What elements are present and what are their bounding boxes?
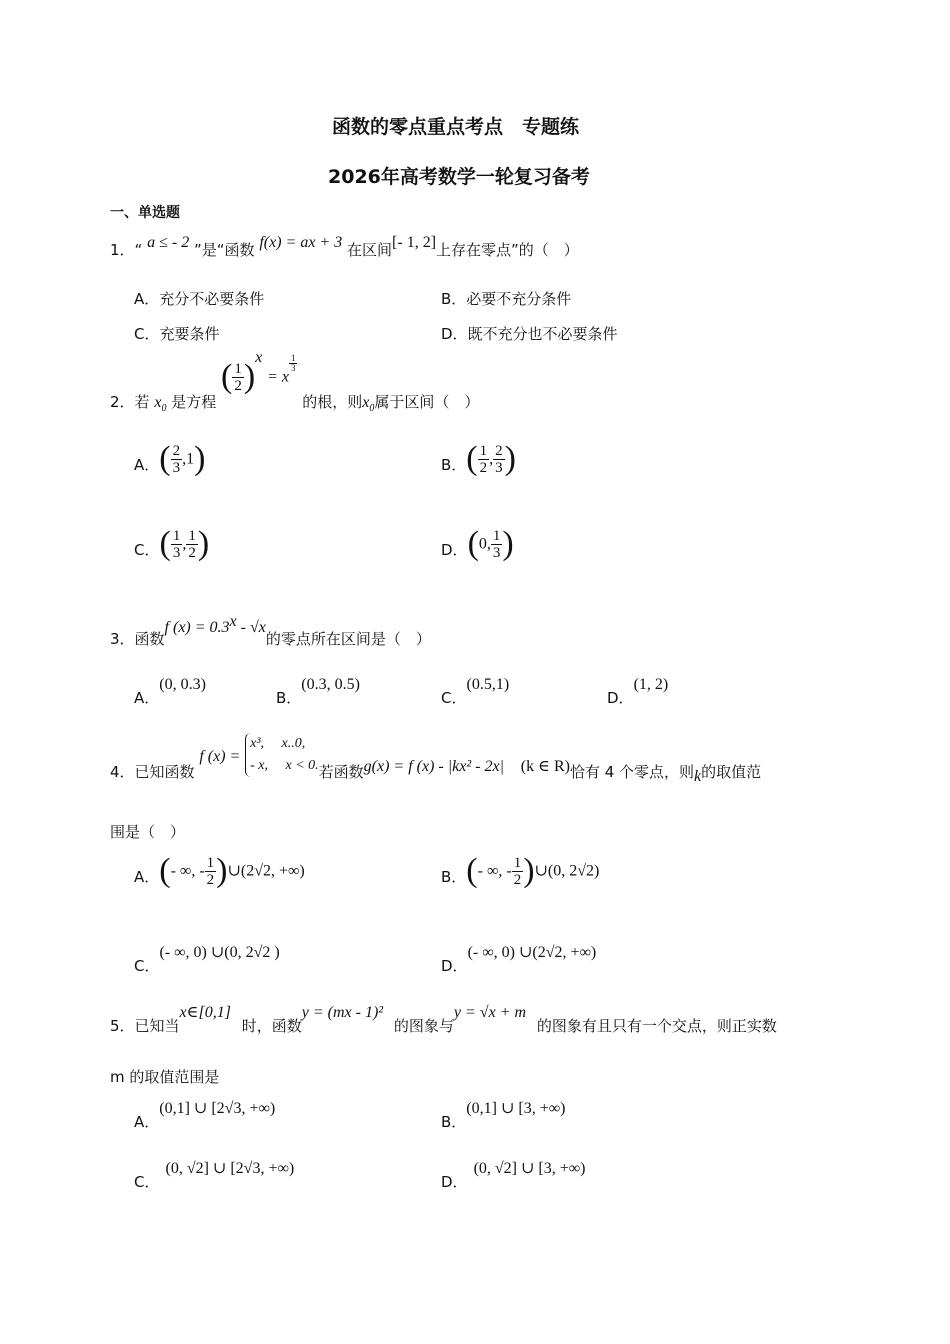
q5-option-c[interactable]: C．(0, √2] ∪ [2√3, +∞): [134, 1160, 295, 1191]
q3-option-c[interactable]: C．(0.5,1): [441, 676, 510, 707]
q2-half: $\frac{1}{2}$: [234, 360, 242, 394]
q4-piecewise: x³, x..0, - x, x < 0.: [245, 733, 319, 777]
q4-option-b[interactable]: B．(- ∞, - $\frac{1}{2}$ )∪(0, 2√2): [441, 852, 600, 889]
q2-mid: 是方程: [171, 392, 217, 411]
q1-stem: [110, 234, 579, 260]
q5-f1: y = (mx - 1)²: [301, 1004, 384, 1021]
q4-g: g(x) = f (x) - |kx² - 2x|: [363, 758, 504, 775]
q4-option-d[interactable]: D．(- ∞, 0) ∪(2√2, +∞): [441, 944, 597, 975]
q3-minus-sqrt: - √x: [236, 619, 266, 636]
q3-num: 3．函数: [110, 630, 165, 648]
q5-mid1: 时，函数: [241, 1017, 302, 1035]
q4-tail: 恰有 4 个零点，则: [569, 763, 695, 781]
q3-option-b[interactable]: B．(0.3, 0.5): [276, 676, 360, 707]
q2-num: 2．若: [110, 392, 150, 411]
q4-option-c[interactable]: C．(- ∞, 0) ∪(0, 2√2 ): [134, 944, 280, 975]
q5-cond: x∈[0,1]: [179, 1004, 231, 1021]
q2-exp-third: $\frac{1}{3}$: [290, 352, 296, 373]
page-title: 函数的零点重点考点 专题练: [332, 116, 580, 138]
q4-k: k: [694, 768, 702, 785]
q1-interval: [- 1, 2]: [392, 234, 437, 251]
q1-end: 上存在零点”的（ ）: [436, 241, 579, 259]
q3-stem: [110, 613, 431, 648]
q4-option-a[interactable]: A．(- ∞, - $\frac{1}{2}$ )∪(2√2, +∞): [134, 852, 305, 889]
q4-f: f (x) =: [199, 748, 241, 765]
q1-mid: ”是“函数: [194, 241, 255, 259]
q4-mid: 若函数: [318, 763, 364, 781]
q3-tail: 的零点所在区间是（ ）: [265, 630, 431, 648]
q4-k-domain: (k ∈ R): [520, 758, 570, 775]
q5-option-a[interactable]: A．(0,1] ∪ [2√3, +∞): [134, 1100, 276, 1131]
q3-func: f (x) = 0.3: [164, 619, 230, 636]
q3-option-a[interactable]: A．(0, 0.3): [134, 676, 206, 707]
q5-f2: y = √x + m: [453, 1004, 527, 1021]
q5-mid2: 的图象与: [393, 1017, 454, 1035]
q4-num: 4．已知函数: [110, 763, 195, 781]
q1-option-a[interactable]: A．充分不必要条件: [134, 290, 265, 308]
q3-option-d[interactable]: D．(1, 2): [607, 676, 669, 707]
q5-num: 5．已知当: [110, 1017, 180, 1035]
q1-option-b[interactable]: B．必要不充分条件: [441, 290, 572, 308]
page-subtitle: 2026年高考数学一轮复习备考: [328, 166, 590, 188]
q1-option-d[interactable]: D．既不充分也不必要条件: [441, 325, 618, 343]
q2-x0: $x_0$: [154, 393, 167, 414]
q5-tail: 的图象有且只有一个交点，则正实数: [536, 1017, 777, 1035]
q1-open-quote: “: [134, 241, 143, 259]
q5-option-b[interactable]: B．(0,1] ∪ [3, +∞): [441, 1100, 566, 1131]
q1-function: f(x) = ax + 3: [259, 234, 343, 251]
section-heading: 一、单选题: [110, 205, 180, 221]
q2-x0b: $x_0$: [362, 393, 375, 414]
q2-rparen: ): [243, 358, 256, 395]
q2-stem: [110, 348, 480, 414]
q5-option-d[interactable]: D．(0, √2] ∪ [3, +∞): [441, 1160, 586, 1191]
q2-option-c[interactable]: C．( $\frac{1}{3}$ , $\frac{1}{2}$ ): [134, 525, 210, 562]
q2-tail2: 属于区间（ ）: [374, 392, 480, 411]
q1-option-c[interactable]: C．充要条件: [134, 325, 220, 343]
q1-num: 1．: [110, 241, 135, 259]
q4-tail2: 的取值范: [701, 763, 762, 781]
q1-in: 在区间: [347, 241, 393, 259]
q1-condition: a ≤ - 2: [147, 234, 190, 251]
q5-stem-line2: m 的取值范围是: [110, 1068, 220, 1086]
q3-exp: x: [229, 613, 237, 630]
q4-stem: [110, 733, 761, 785]
q5-stem: [110, 1001, 777, 1035]
q2-option-b[interactable]: B．( $\frac{1}{2}$ , $\frac{2}{3}$ ): [441, 440, 516, 477]
q2-option-a[interactable]: A．( $\frac{2}{3}$ ,1): [134, 440, 206, 477]
q2-tail: 的根，则: [302, 392, 363, 411]
q4-stem-line2: 围是（ ）: [110, 823, 186, 841]
q2-rhs: = x: [267, 368, 289, 386]
q2-lparen: (: [221, 358, 233, 395]
q2-exp-x: x: [255, 348, 263, 366]
q2-option-d[interactable]: D．(0, $\frac{1}{3}$ ): [441, 525, 514, 562]
